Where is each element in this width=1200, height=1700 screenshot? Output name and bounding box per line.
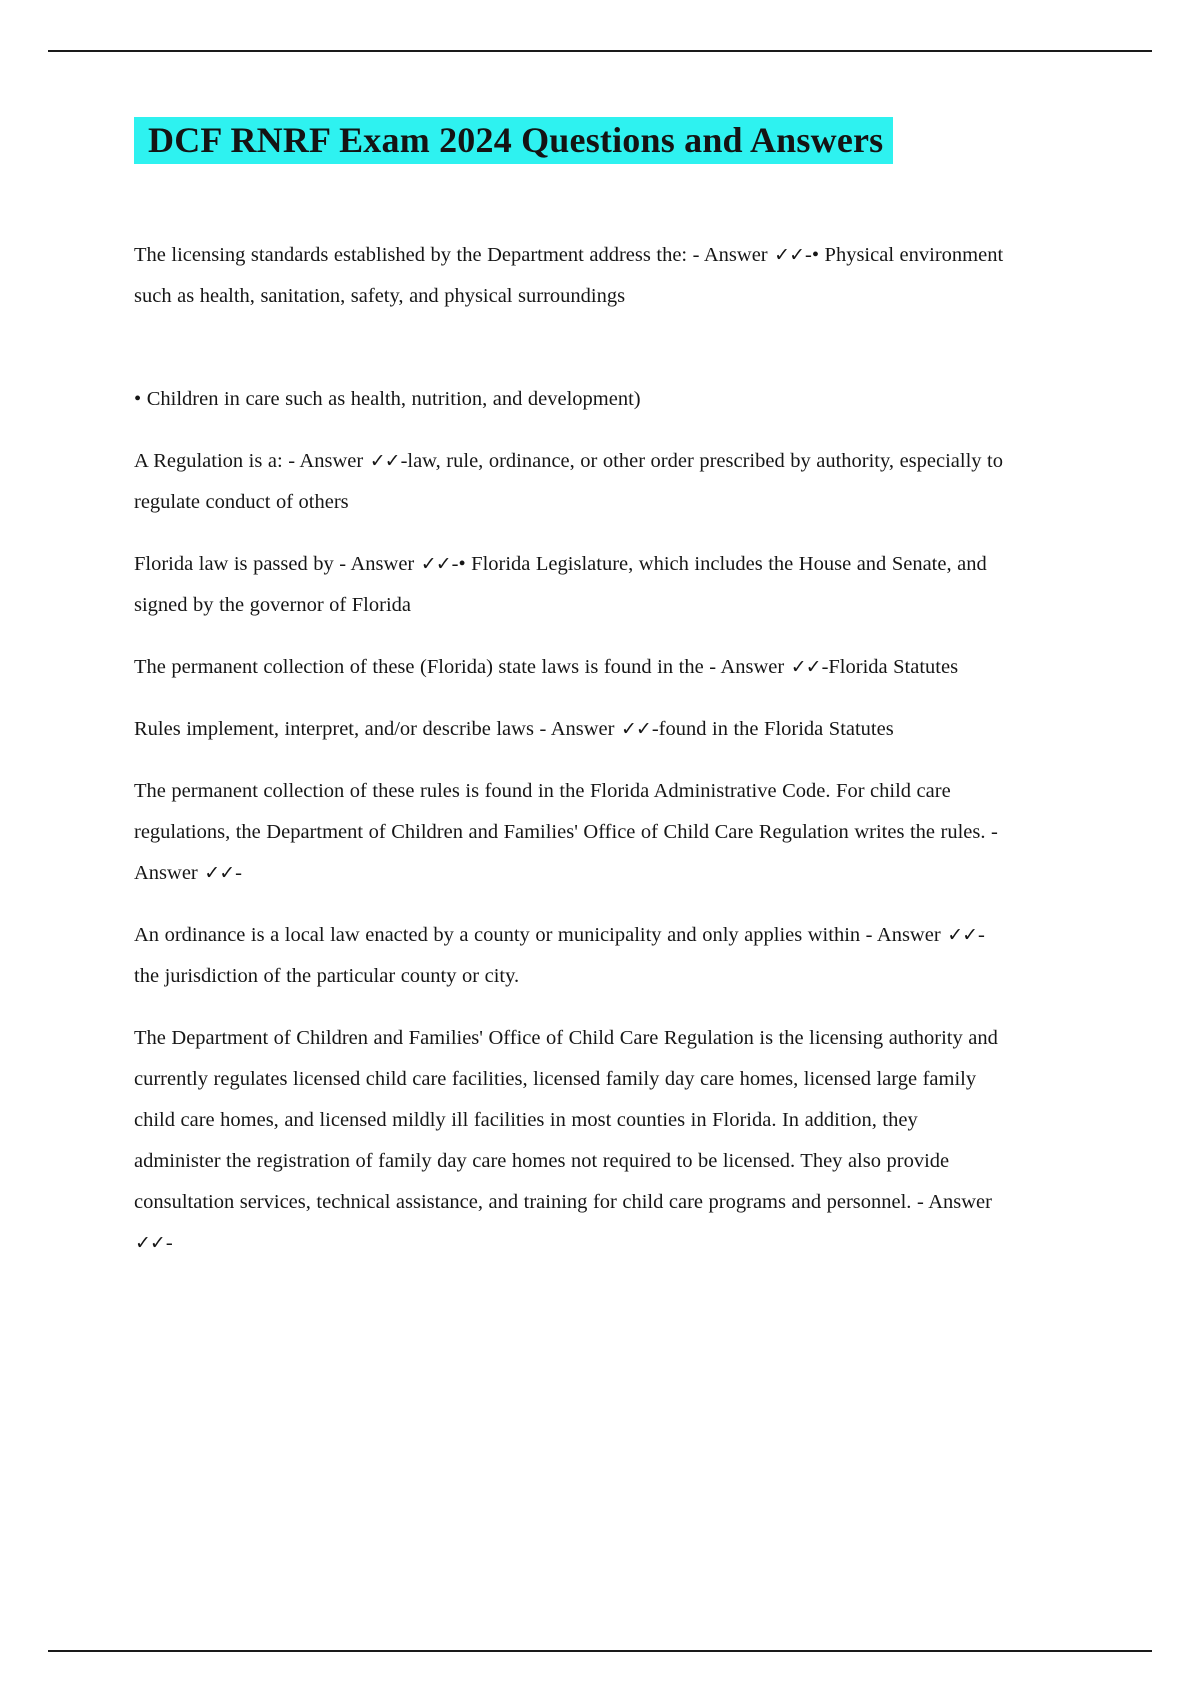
question-text-8: An ordinance is a local law enacted by a county or municipality and only applies within - xyxy=(134,924,877,946)
checkmark-icon-4: ✓✓ xyxy=(420,553,451,575)
checkmark-icon-1: ✓✓ xyxy=(774,244,805,266)
qa-paragraph-9 xyxy=(134,1018,1006,1264)
document-content xyxy=(134,118,1006,1285)
checkmark-icon-6: ✓✓ xyxy=(620,718,651,740)
answer-text-1: -• Physical environment such as health, sanitation, safety, and physical surroundings xyxy=(134,244,1004,307)
checkmark-icon-5: ✓✓ xyxy=(790,656,821,678)
checkmark-icon-8: ✓✓ xyxy=(947,924,978,946)
question-text-3: A Regulation is a: - xyxy=(134,450,300,472)
answer-text-6: -found in the Florida Statutes xyxy=(651,718,894,740)
qa-paragraph-5 xyxy=(134,647,1006,688)
document-body xyxy=(134,235,1006,1264)
checkmark-icon-3: ✓✓ xyxy=(369,450,400,472)
answer-label-4: Answer xyxy=(350,553,420,575)
question-text-6: Rules implement, interpret, and/or describe laws - xyxy=(134,718,551,740)
question-text-7: The permanent collection of these rules is found in the Florida Administrative Code. For child care regulations, the Department of Children and Families' Office of Child Care Regulation writes the rules. - xyxy=(134,780,998,843)
answer-label-6: Answer xyxy=(550,718,620,740)
qa-paragraph-8 xyxy=(134,915,1006,997)
qa-paragraph-1 xyxy=(134,235,1006,317)
page-top-rule xyxy=(48,50,1152,52)
question-text-1: The licensing standards established by the Department address the: - xyxy=(134,244,704,266)
question-text-5: The permanent collection of these (Florida) state laws is found in the - xyxy=(134,656,721,678)
answer-label-5: Answer xyxy=(720,656,790,678)
page-title-highlight: DCF RNRF Exam 2024 Questions and Answers xyxy=(134,117,893,164)
checkmark-icon-9: ✓✓ xyxy=(135,1232,165,1254)
answer-text-8: -the jurisdiction of the particular county or city. xyxy=(134,924,985,987)
qa-paragraph-6 xyxy=(134,709,1006,750)
question-text-4: Florida law is passed by - xyxy=(134,553,351,575)
bullet-text-2: • Children in care such as health, nutrition, and development) xyxy=(134,388,641,410)
answer-text-4: -• Florida Legislature, which includes the House and Senate, and signed by the governor of Florida xyxy=(134,553,987,616)
checkmark-icon-7: ✓✓ xyxy=(204,862,235,884)
answer-label-9: Answer xyxy=(928,1191,992,1213)
bullet-paragraph-2 xyxy=(134,379,1006,420)
answer-text-7: - xyxy=(235,862,242,884)
question-text-9: The Department of Children and Families' Office of Child Care Regulation is the licensing authority and currently regulates licensed child care facilities, licensed family day care homes, licensed large family child care homes, and licensed mildly ill facilities in most counties in Florida. In addition, they administer the registration of family day care homes not required to be licensed. They also provide consultation services, technical assistance, and training for child care programs and personnel. - xyxy=(134,1027,998,1213)
page-bottom-rule xyxy=(48,1650,1152,1652)
qa-paragraph-4 xyxy=(134,544,1006,626)
answer-label-8: Answer xyxy=(876,924,947,946)
qa-paragraph-7 xyxy=(134,771,1006,894)
page-title xyxy=(134,118,1006,163)
answer-label-1: Answer xyxy=(703,244,774,266)
answer-text-5: -Florida Statutes xyxy=(821,656,959,678)
qa-paragraph-3 xyxy=(134,441,1006,523)
answer-label-7: Answer xyxy=(134,862,204,884)
answer-label-3: Answer xyxy=(299,450,369,472)
answer-text-9: - xyxy=(165,1232,173,1254)
answer-text-3: -law, rule, ordinance, or other order prescribed by authority, especially to regulate conduct of others xyxy=(134,450,1004,513)
